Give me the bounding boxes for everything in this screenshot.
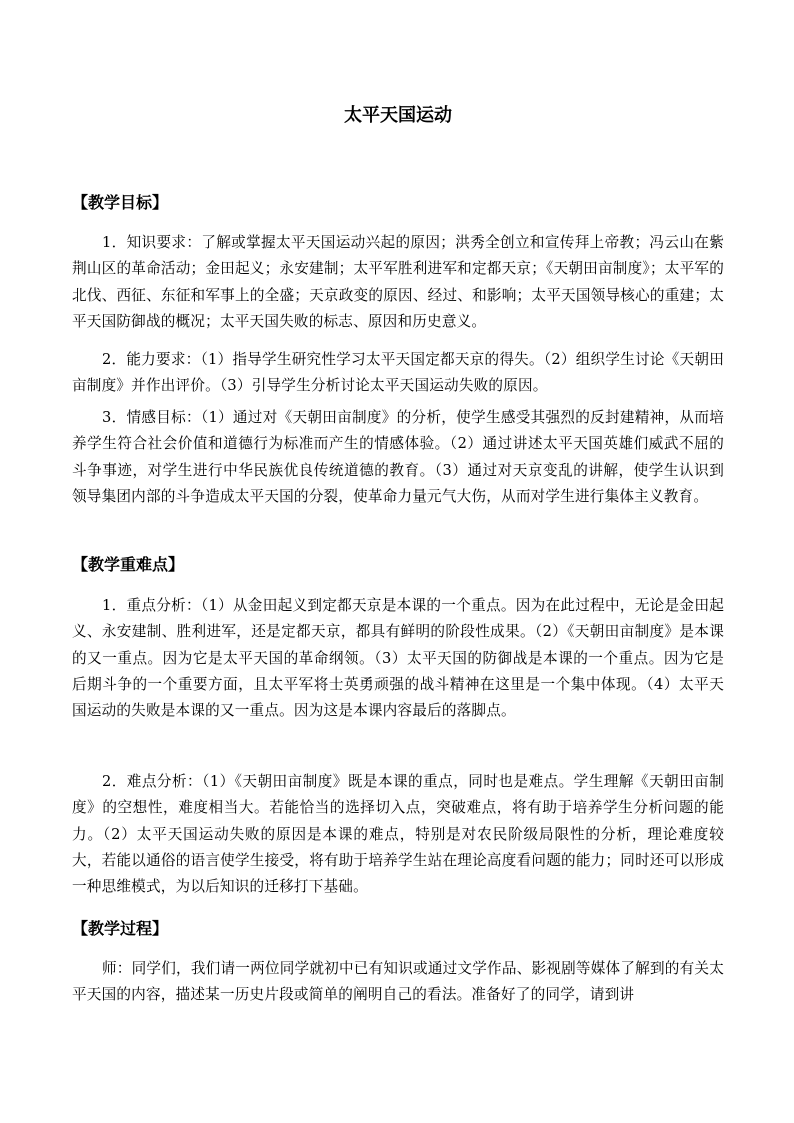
paragraph-emotional-goals: 3．情感目标：（1）通过对《天朝田亩制度》的分析，使学生感受其强烈的反封建精神，从而培养学生符合社会价值和道德行为标准而产生的情感体验。（2）通过讲述太平天国英雄们威武不屈的斗争事迹，对学生进行中华民族优良传统道德的教育。（3）通过对天京变乱的讲解，使学生认识到领导集团内部的斗争造成太平天国的分裂，使革命力量元气大伤，从而对学生进行集体主义教育。 — [72, 409, 724, 505]
paragraph-teacher-intro: 师：同学们，我们请一两位同学就初中已有知识或通过文学作品、影视剧等媒体了解到的有关太平天国的内容，描述某一历史片段或简单的阐明自己的看法。准备好了的同学，请到讲 — [72, 960, 724, 1004]
paragraph-difficulty-analysis: 2．难点分析：（1）《天朝田亩制度》既是本课的重点，同时也是难点。学生理解《天朝田亩制度》的空想性，难度相当大。若能恰当的选择切入点，突破难点，将有助于培养学生分析问题的能力。（2）太平天国运动失败的原因是本课的难点，特别是对农民阶级局限性的分析，理论难度较大，若能以通俗的语言使学生接受，将有助于培养学生站在理论高度看问题的能力；同时还可以形成一种思维模式，为以后知识的迁移打下基础。 — [72, 773, 724, 896]
section-heading-objectives: 【教学目标】 — [72, 193, 169, 212]
paragraph-knowledge-requirements: 1．知识要求：了解或掌握太平天国运动兴起的原因；洪秀全创立和宣传拜上帝教；冯云山在紫荆山区的革命活动；金田起义；永安建制；太平军胜利进军和定都天京；《天朝田亩制度》；太平军的北伐、西征、东征和军事上的全盛；天京政变的原因、经过、和影响；太平天国领导核心的重建；太平天国防御战的概况；太平天国失败的标志、原因和历史意义。 — [72, 234, 724, 330]
section-heading-process: 【教学过程】 — [72, 919, 169, 938]
section-heading-key-points: 【教学重难点】 — [72, 555, 185, 574]
paragraph-key-point-analysis: 1．重点分析：（1）从金田起义到定都天京是本课的一个重点。因为在此过程中，无论是金田起义、永安建制、胜利进军，还是定都天京，都具有鲜明的阶段性成果。（2）《天朝田亩制度》是本课的又一重点。因为它是太平天国的革命纲领。（3）太平天国的防御战是本课的一个重点。因为它是后期斗争的一个重要方面，且太平军将士英勇顽强的战斗精神在这里是一个集中体现。（4）太平天国运动的失败是本课的又一重点。因为这是本课内容最后的落脚点。 — [72, 597, 724, 720]
paragraph-ability-requirements: 2．能力要求：（1）指导学生研究性学习太平天国定都天京的得失。（2）组织学生讨论《天朝田亩制度》并作出评价。（3）引导学生分析讨论太平天国运动失败的原因。 — [72, 351, 724, 395]
document-title: 太平天国运动 — [344, 105, 452, 126]
